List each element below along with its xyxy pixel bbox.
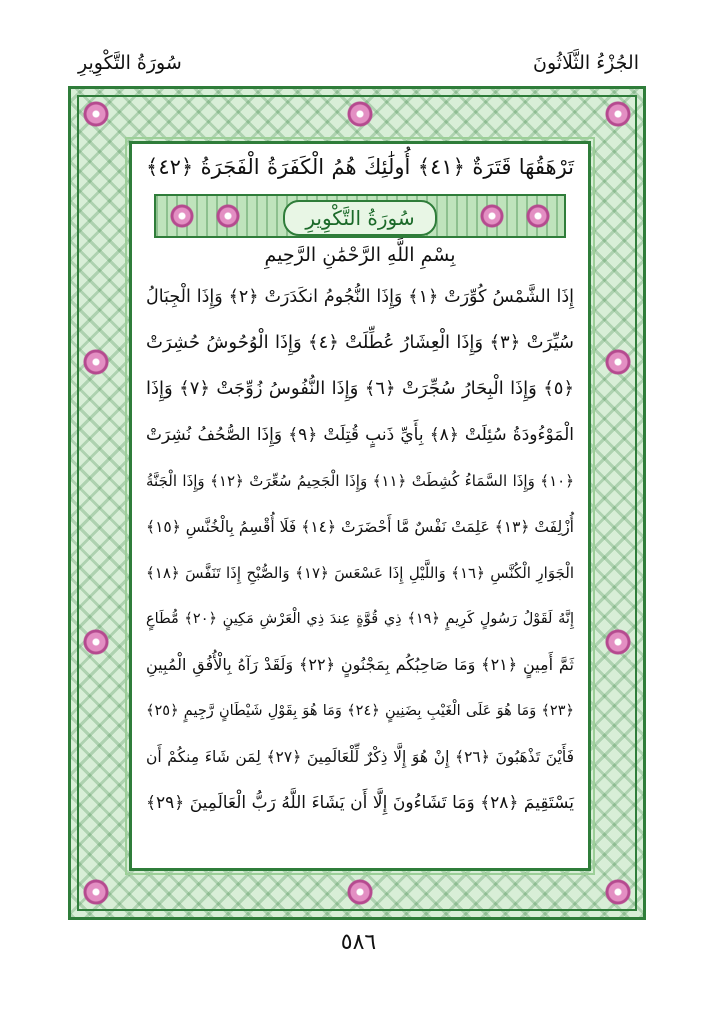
frame-flower-icon bbox=[83, 629, 109, 655]
verse-line: أُزْلِفَتْ ﴿١٣﴾ عَلِمَتْ نَفْسٌ مَّا أَحْضَرَتْ ﴿١٤﴾ فَلَا أُقْسِمُ بِالْخُنَّسِ ﴿١٥﴾ bbox=[145, 518, 574, 536]
frame-flower-icon bbox=[347, 101, 373, 127]
verse-line: ﴿١٠﴾ وَإِذَا السَّمَاءُ كُشِطَتْ ﴿١١﴾ وَإِذَا الْجَحِيمُ سُعِّرَتْ ﴿١٢﴾ وَإِذَا الْجَنَّةُ bbox=[146, 472, 574, 490]
frame-flower-icon bbox=[605, 101, 631, 127]
ornamental-frame bbox=[68, 86, 646, 920]
frame-flower-icon bbox=[347, 879, 373, 905]
verse-line: إِذَا الشَّمْسُ كُوِّرَتْ ﴿١﴾ وَإِذَا النُّجُومُ انكَدَرَتْ ﴿٢﴾ وَإِذَا الْجِبَالُ bbox=[146, 287, 575, 307]
page-number: ٥٨٦ bbox=[340, 930, 377, 955]
text-panel bbox=[129, 141, 591, 871]
basmala: بِسْمِ اللَّهِ الرَّحْمَٰنِ الرَّحِيمِ bbox=[264, 244, 456, 266]
surah-title-banner bbox=[154, 194, 566, 238]
verse-line: ثَمَّ أَمِينٍ ﴿٢١﴾ وَمَا صَاحِبُكُم بِمَجْنُونٍ ﴿٢٢﴾ وَلَقَدْ رَآهُ بِالْأُفُقِ الْمُبِينِ bbox=[146, 655, 575, 674]
frame-flower-icon bbox=[605, 349, 631, 375]
banner-flower-icon bbox=[480, 204, 504, 228]
verse-line: إِنَّهُ لَقَوْلُ رَسُولٍ كَرِيمٍ ﴿١٩﴾ ذِي قُوَّةٍ عِندَ ذِي الْعَرْشِ مَكِينٍ ﴿٢٠﴾ مُّطَاعٍ bbox=[146, 611, 574, 627]
verse-line: يَسْتَقِيمَ ﴿٢٨﴾ وَمَا تَشَاءُونَ إِلَّا أَن يَشَاءَ اللَّهُ رَبُّ الْعَالَمِينَ ﴿٢٩﴾ bbox=[146, 793, 575, 813]
frame-flower-icon bbox=[83, 101, 109, 127]
verse-line: الْجَوَارِ الْكُنَّسِ ﴿١٦﴾ وَاللَّيْلِ إِذَا عَسْعَسَ ﴿١٧﴾ وَالصُّبْحِ إِذَا تَنَفَّسَ ﴿١٨﴾ bbox=[146, 564, 574, 582]
verse-line: فَأَيْنَ تَذْهَبُونَ ﴿٢٦﴾ إِنْ هُوَ إِلَّا ذِكْرٌ لِّلْعَالَمِينَ ﴿٢٧﴾ لِمَن شَاءَ مِنكُمْ أَن bbox=[146, 748, 574, 766]
verse-lines bbox=[146, 144, 574, 868]
banner-flower-icon bbox=[526, 204, 550, 228]
frame-flower-icon bbox=[605, 879, 631, 905]
verse-line: سُيِّرَتْ ﴿٣﴾ وَإِذَا الْعِشَارُ عُطِّلَتْ ﴿٤﴾ وَإِذَا الْوُحُوشُ حُشِرَتْ bbox=[146, 332, 574, 353]
frame-flower-icon bbox=[83, 879, 109, 905]
frame-flower-icon bbox=[83, 349, 109, 375]
header-juz-name: الجُزْءُ الثَّلَاثُونَ bbox=[533, 52, 639, 74]
verse-line: ﴿٥﴾ وَإِذَا الْبِحَارُ سُجِّرَتْ ﴿٦﴾ وَإِذَا النُّفُوسُ زُوِّجَتْ ﴿٧﴾ وَإِذَا bbox=[146, 378, 575, 399]
surah-title: سُورَةُ التَّكْوِيرِ bbox=[283, 200, 437, 236]
frame-flower-icon bbox=[605, 629, 631, 655]
verse-line: ﴿٢٣﴾ وَمَا هُوَ عَلَى الْغَيْبِ بِضَنِينٍ ﴿٢٤﴾ وَمَا هُوَ بِقَوْلِ شَيْطَانٍ رَّجِيمٍ ﴿٢٥﴾ bbox=[146, 703, 574, 719]
verse-line: الْمَوْءُودَةُ سُئِلَتْ ﴿٨﴾ بِأَيِّ ذَنبٍ قُتِلَتْ ﴿٩﴾ وَإِذَا الصُّحُفُ نُشِرَتْ bbox=[146, 425, 574, 445]
banner-flower-icon bbox=[216, 204, 240, 228]
header-surah-name: سُورَةُ التَّكْوِيرِ bbox=[78, 52, 182, 74]
verse-line: تَرْهَقُهَا قَتَرَةٌ ﴿٤١﴾ أُولَٰئِكَ هُمُ الْكَفَرَةُ الْفَجَرَةُ ﴿٤٢﴾ bbox=[146, 155, 574, 179]
banner-flower-icon bbox=[170, 204, 194, 228]
